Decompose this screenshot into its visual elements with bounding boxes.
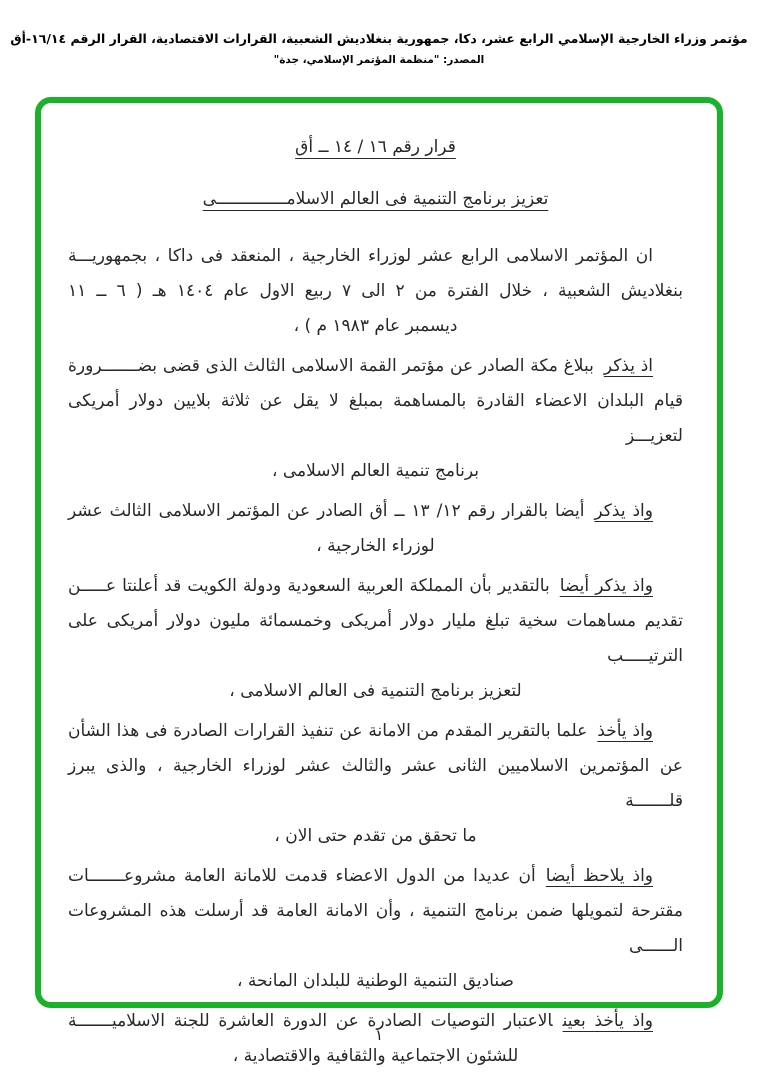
document-line: عن المؤتمرين الاسلاميين الثانى عشر والثالث عشر لوزراء الخارجية ، والذى يبرز قلـــــــة — [68, 756, 683, 811]
clause-lead-underlined: واذ يأخذ بعين — [562, 1011, 653, 1031]
document-line — [68, 349, 683, 384]
clause-text: أيضا بالقرار رقم ١٢/ ١٣ ــ أق الصادر عن المؤتمر الاسلامى الثالث عشر — [68, 501, 585, 521]
clause-lead-underlined: اذ يذكر — [603, 356, 654, 376]
document-line: برنامج تنمية العالم الاسلامى ، — [272, 461, 479, 481]
clause-text: ببلاغ مكة الصادر عن مؤتمر القمة الاسلامى الثالث الذى قضى بضـــــــرورة — [68, 356, 594, 376]
resolution-number-title: قرار رقم ١٦ / ١٤ ــ أق — [295, 137, 456, 157]
document-line: صناديق التنمية الوطنية للبلدان المانحة ، — [237, 971, 514, 991]
document-line: بنغلاديش الشعبية ، خلال الفترة من ٢ الى ٧ ربيع الاول عام ١٤٠٤ هـ ( ٦ ــ ١١ — [68, 281, 683, 301]
document-line: ما تحقق من تقدم حتى الان ، — [274, 826, 477, 846]
clause-lead-underlined: واذ يذكر — [594, 501, 653, 521]
resolution-subject-title: تعزيز برنامج التنمية فى العالم الاسلامــــــــــــــى — [202, 189, 549, 209]
page-header — [0, 30, 758, 67]
document-line: تقديم مساهمات سخية تبلغ مليار دولار أمريكى وخمسمائة مليون دولار أمريكى على الترتيـــــب — [68, 611, 683, 666]
document-line: لوزراء الخارجية ، — [316, 536, 435, 556]
paragraph-recall-resolution — [68, 494, 683, 564]
document-line — [68, 569, 683, 604]
clause-text: أن عديدا من الدول الاعضاء قدمت للامانة العامة مشروعـــــــات — [68, 866, 536, 886]
scanned-document-frame — [35, 97, 723, 1066]
document-line: قيام البلدان الاعضاء القادرة بالمساهمة بمبلغ لا يقل عن ثلاثة بلايين دولار أمريكى لتعزيـــز — [68, 391, 683, 446]
paragraph-recall-mecca — [68, 349, 683, 489]
resolution-document — [68, 103, 683, 1074]
document-line: مقترحة لتمويلها ضمن برنامج التنمية ، وأن الامانة العامة قد أرسلت هذه المشروعات الــــــى — [68, 901, 683, 956]
paragraph-preamble — [68, 239, 683, 344]
paragraph-project-proposals — [68, 859, 683, 999]
clause-lead-underlined: واذ يأخذ — [597, 721, 654, 741]
document-line — [68, 494, 683, 529]
clause-lead-underlined: واذ يلاحظ أيضا — [545, 866, 653, 886]
document-line — [68, 859, 683, 894]
clause-text: بالتقدير بأن المملكة العربية السعودية ودولة الكويت قد أعلنتا عـــــن — [68, 576, 550, 596]
document-line: للشئون الاجتماعية والثقافية والاقتصادية ، — [232, 1046, 519, 1066]
document-line: ديسمبر عام ١٩٨٣ م ) ، — [293, 316, 458, 336]
document-line: لتعزيز برنامج التنمية فى العالم الاسلامى ، — [229, 681, 522, 701]
paragraph-secretariat-report — [68, 714, 683, 854]
paragraph-contributions — [68, 569, 683, 709]
page-number: ١ — [374, 1026, 384, 1044]
source-line: المصدر: "منظمة المؤتمر الإسلامي، جدة" — [273, 54, 485, 66]
document-line — [68, 714, 683, 749]
document-line: ان المؤتمر الاسلامى الرابع عشر لوزراء الخارجية ، المنعقد فى داكا ، بجمهوريـــة — [68, 246, 653, 266]
clause-text: علما بالتقرير المقدم من الامانة عن تنفيذ القرارات الصادرة فى هذا الشأن — [68, 721, 588, 741]
conference-citation-line: مؤتمر وزراء الخارجية الإسلامي الرابع عشر، دكا، جمهورية بنغلاديش الشعبية، القرارات الاقتصادية، القرار الرقم ١٦/١٤-أق — [10, 31, 748, 46]
clause-lead-underlined: واذ يذكر أيضا — [559, 576, 653, 596]
clause-text: الاعتبار التوصيات الصادرة عن الدورة العاشرة للجنة الاسلاميـــــــة — [68, 1011, 553, 1031]
